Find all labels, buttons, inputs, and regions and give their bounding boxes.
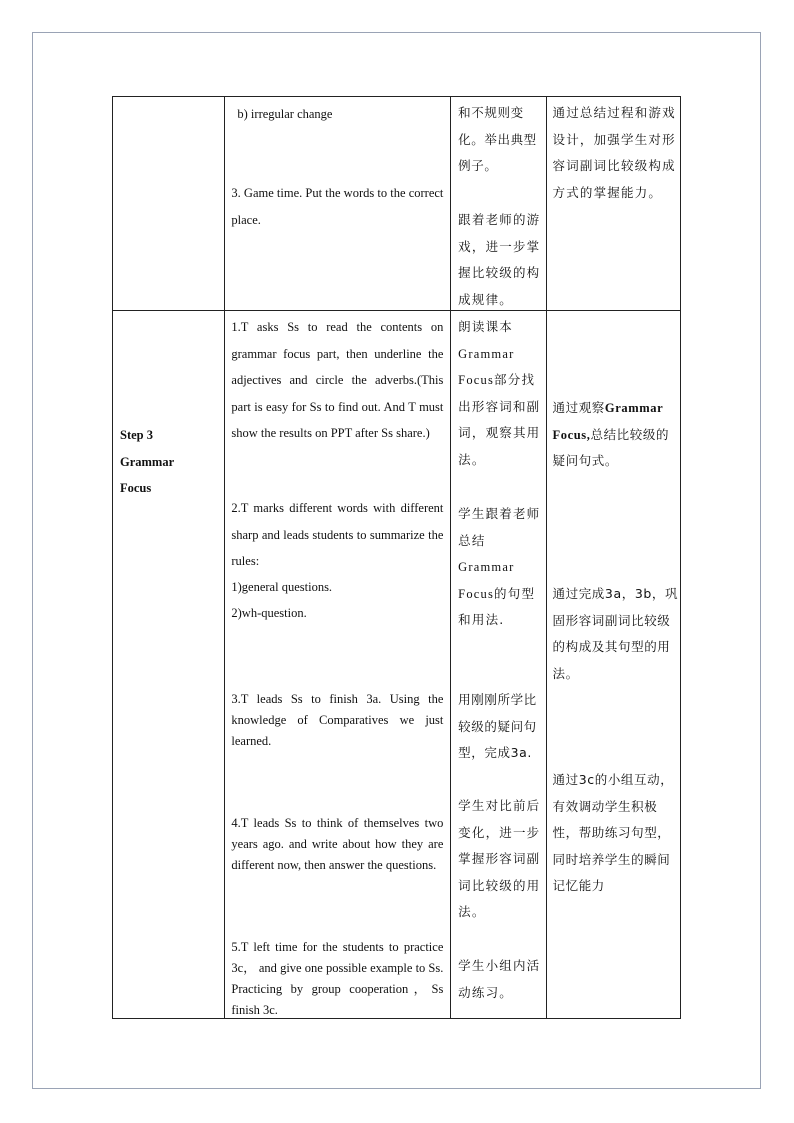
student-text-2-post: 的句型和用法. xyxy=(458,585,536,627)
student-text-2: 跟着老师的游戏，进一步掌握比较级的构成规律。 xyxy=(458,212,541,307)
activity-2-text: 2.T marks different words with different sharp and leads students to summarize the rules: xyxy=(231,501,444,568)
student-text-2 xyxy=(458,501,542,634)
step-cell xyxy=(113,97,225,311)
purpose-text-3: 通过3c的小组互动，有效调动学生积极性，帮助练习句型，同时培养学生的瞬间记忆能力 xyxy=(552,772,674,893)
purpose-text-2: 通过完成3a，3b，巩固形容词副词比较级的构成及其句型的用法。 xyxy=(552,586,679,681)
purpose-text-1-pre: 通过观察 xyxy=(552,400,605,415)
student-text-1-post: 部分找出形容词和副词，观察其用法。 xyxy=(458,372,541,467)
step-cell xyxy=(113,311,225,1019)
activity-1-text: 1.T asks Ss to read the contents on grammar focus part, then underline the adjectives and circle the adverbs.(This part is easy for Ss to find out. And T must show the results on PPT after Ss share.) xyxy=(231,320,444,440)
activity-2-item-2: 2)wh-question. xyxy=(231,606,307,620)
student-text-4: 学生对比前后变化，进一步掌握形容词副词比较级的用法。 xyxy=(458,798,541,919)
teacher-activity-cell xyxy=(225,97,451,311)
activity-3-text: 3. Game time. Put the words to the correct place. xyxy=(231,186,444,227)
student-text-2-pre: 学生跟着老师总结 xyxy=(458,506,541,548)
student-text-5: 学生小组内活动练习。 xyxy=(458,958,541,1000)
lesson-plan-table xyxy=(112,96,681,1019)
step-title-line1: Grammar xyxy=(120,454,175,469)
step-title-line2: Focus xyxy=(120,481,152,495)
purpose-cell xyxy=(546,311,681,1019)
activity-2-item-1: 1)general questions. xyxy=(231,580,333,594)
step-title xyxy=(120,422,174,502)
teacher-activity-cell xyxy=(225,311,451,1019)
student-activity-cell xyxy=(451,97,546,311)
student-text-2-en: Grammar Focus xyxy=(458,560,515,601)
activity-5-text: 5.T left time for the students to practice 3c， and give one possible example to Ss. Practicing by group cooperation，Ss finish 3c. xyxy=(231,940,444,1017)
purpose-cell xyxy=(546,97,681,311)
table-row xyxy=(113,311,681,1019)
table-row xyxy=(113,97,681,311)
student-text-3: 用刚刚所学比较级的疑问句型，完成3a. xyxy=(458,692,537,760)
student-text-1-pre: 朗读课本 xyxy=(458,319,513,334)
activity-4-text: 4.T leads Ss to think of themselves two years ago. and write about how they are different now, then answer the questions. xyxy=(231,816,444,872)
purpose-text-1 xyxy=(553,395,679,475)
step-number: Step 3 xyxy=(120,428,153,442)
student-text-1-en: Grammar Focus xyxy=(458,346,515,387)
student-text-1: 和不规则变化。举出典型例子。 xyxy=(458,105,537,173)
purpose-text-1-post: 总结比较级的疑问句式。 xyxy=(552,426,670,468)
activity-3-text: 3.T leads Ss to finish 3a. Using the knowledge of Comparatives we just learned. xyxy=(231,692,444,748)
student-activity-cell xyxy=(451,311,546,1019)
purpose-text-1: 通过总结过程和游戏设计，加强学生对形容词副词比较级构成方式的掌握能力。 xyxy=(552,105,676,200)
activity-b-text: b) irregular change xyxy=(237,107,333,121)
purpose-text-1-en: Grammar Focus, xyxy=(552,401,664,442)
student-text-1 xyxy=(458,314,542,473)
